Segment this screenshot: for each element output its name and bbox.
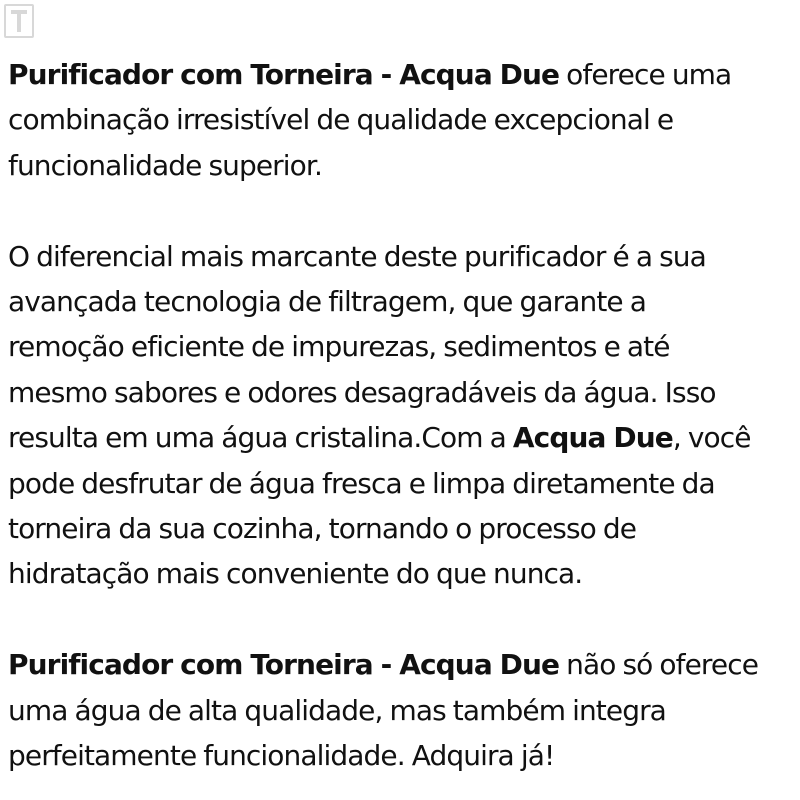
- product-description: [8, 52, 793, 778]
- brand-logo-icon: [4, 4, 34, 38]
- text-line: torneira da sua cozinha, tornando o processo de: [8, 512, 637, 546]
- text-line: O diferencial mais marcante deste purificador é a sua: [8, 239, 706, 273]
- brand-name: Acqua Due: [512, 421, 673, 455]
- text-line: pode desfrutar de água fresca e limpa diretamente da: [8, 466, 715, 500]
- product-name: Purificador com Torneira - Acqua Due: [8, 648, 560, 682]
- text-line: remoção eficiente de impurezas, sedimentos e até: [8, 330, 670, 364]
- text-line: combinação irresistível de qualidade excepcional e: [8, 103, 674, 137]
- closing-paragraph: [8, 642, 793, 778]
- text-line: Purificador com Torneira - Acqua Due oferece uma: [8, 58, 732, 91]
- intro-paragraph: [8, 52, 793, 188]
- product-name: Purificador com Torneira - Acqua Due: [8, 58, 560, 91]
- text-line: resulta em uma água cristalina.Com a Acqua Due, você: [8, 421, 751, 455]
- text-line: mesmo sabores e odores desagradáveis da água. Isso: [8, 375, 716, 409]
- text-line: avançada tecnologia de filtragem, que garante a: [8, 285, 647, 319]
- text-line: funcionalidade superior.: [8, 148, 322, 182]
- text-line: hidratação mais conveniente do que nunca.: [8, 557, 583, 591]
- text-line: perfeitamente funcionalidade. Adquira já!: [8, 739, 555, 773]
- text-line: uma água de alta qualidade, mas também integra: [8, 693, 666, 727]
- text-line: Purificador com Torneira - Acqua Due não só oferece: [8, 648, 759, 682]
- details-paragraph: [8, 234, 793, 597]
